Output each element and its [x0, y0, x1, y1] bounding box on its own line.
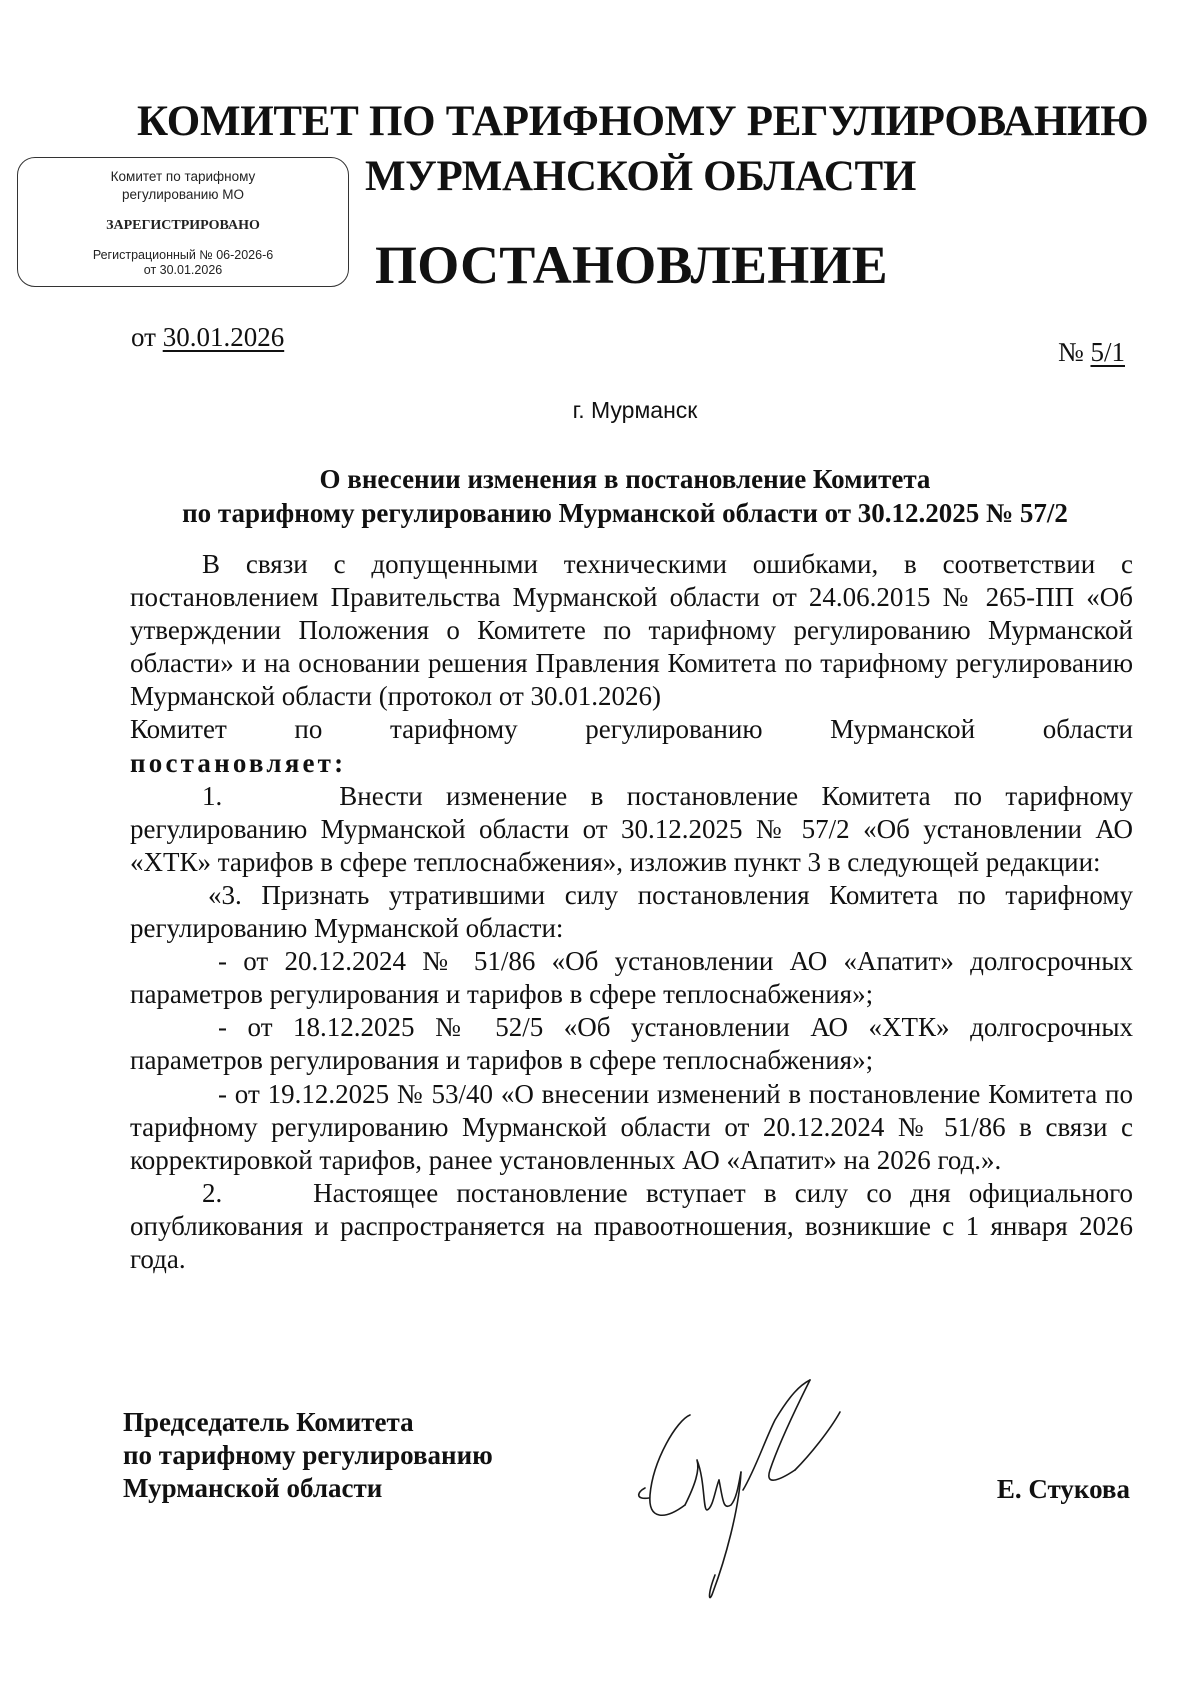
stamp-registration: [18, 248, 348, 278]
document-type: ПОСТАНОВЛЕНИЕ: [375, 235, 888, 295]
signer-title: [123, 1406, 493, 1505]
date-prefix: от: [131, 322, 163, 352]
handwritten-signature: [615, 1360, 855, 1610]
stamp-org-line2: регулированию МО: [122, 187, 244, 202]
signer-title-line3: Мурманской области: [123, 1473, 383, 1503]
city: г. Мурманск: [572, 397, 698, 423]
stamp-status: ЗАРЕГИСТРИРОВАНО: [106, 218, 260, 233]
item-1: 1. Внести изменение в постановление Комитета по тарифному регулированию Мурманской области от 30.12.2025 № 57/2 «Об установлении АО «ХТК» тарифов в сфере теплоснабжения», изложив пункт 3 в следующей редакции:: [130, 780, 1133, 877]
preamble-committee: Комитет по тарифному регулированию Мурманской области: [130, 714, 1133, 745]
title-line2: по тарифному регулированию Мурманской области от 30.12.2025 № 57/2: [182, 498, 1068, 528]
signer-title-line2: по тарифному регулированию: [123, 1440, 493, 1470]
stamp-reg-number: Регистрационный № 06-2026-6: [92, 248, 274, 262]
item-1-sub-3: - от 19.12.2025 № 53/40 «О внесении изменений в постановление Комитета по тарифному регулированию Мурманской области от 20.12.2024 № 51/86 в связи с корректировкой тарифов, ранее установленных АО «Апатит» на 2026 год.».: [130, 1078, 1133, 1175]
document-body: [130, 548, 1133, 1276]
item-1-sub-1: - от 20.12.2024 № 51/86 «Об установлении АО «Апатит» долгосрочных параметров регулирования и тарифов в сфере теплоснабжения»;: [130, 946, 1133, 1010]
org-title-line1: КОМИТЕТ ПО ТАРИФНОМУ РЕГУЛИРОВАНИЮ: [137, 98, 1149, 145]
org-title-line2: МУРМАНСКОЙ ОБЛАСТИ: [365, 153, 917, 200]
item-1-sub-2: - от 18.12.2025 № 52/5 «Об установлении АО «ХТК» долгосрочных параметров регулирования и тарифов в сфере теплоснабжения»;: [130, 1012, 1133, 1076]
date-value: 30.01.2026: [162, 322, 285, 352]
number-value: 5/1: [1090, 337, 1125, 367]
document-number: [1058, 337, 1125, 368]
document-title: [120, 462, 1130, 530]
preamble-paragraph: В связи с допущенными техническими ошибками, в соответствии с постановлением Правительства Мурманской области от 24.06.2015 № 265-ПП «Об утверждении Положения о Комитете по тарифному регулированию Мурманской области» и на основании решения Правления Комитета по тарифному регулированию Мурманской области (протокол от 30.01.2026): [130, 549, 1133, 712]
number-prefix: №: [1057, 337, 1091, 367]
registration-stamp: [17, 157, 349, 287]
signer-title-line1: Председатель Комитета: [123, 1407, 414, 1437]
stamp-org: [18, 168, 348, 204]
stamp-org-line1: Комитет по тарифному: [110, 169, 256, 184]
decides-text: постановляет:: [130, 747, 347, 778]
item-2: 2. Настоящее постановление вступает в силу со дня официального опубликования и распространяется на правоотношения, возникшие с 1 января 2026 года.: [130, 1177, 1133, 1274]
title-line1: О внесении изменения в постановление Комитета: [319, 464, 931, 494]
signer-name: Е. Стукова: [996, 1474, 1130, 1504]
item-1-quote: «3. Признать утратившими силу постановления Комитета по тарифному регулированию Мурманской области:: [130, 879, 1133, 944]
document-date: [131, 322, 284, 353]
stamp-reg-date: от 30.01.2026: [143, 263, 223, 277]
decides-word: [130, 747, 1133, 780]
